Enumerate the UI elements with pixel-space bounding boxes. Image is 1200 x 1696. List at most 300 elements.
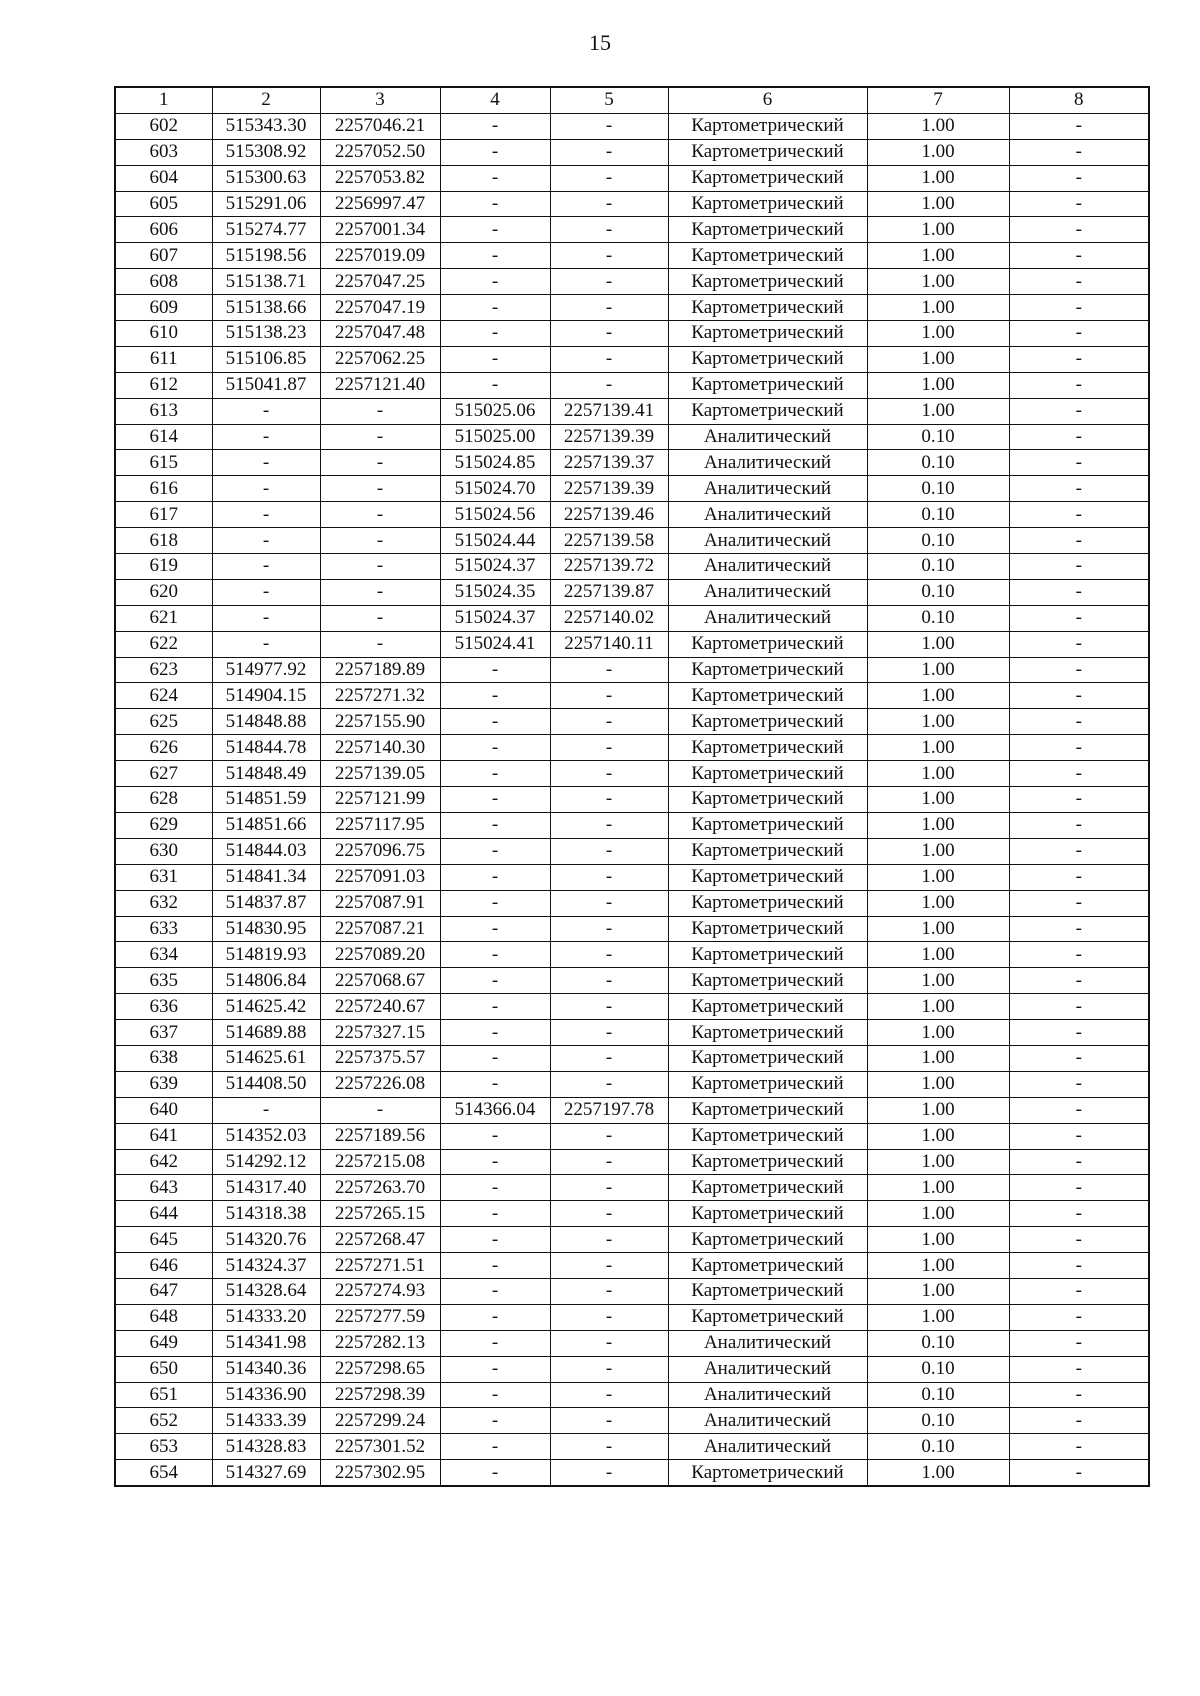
table-cell: - [1009, 1123, 1149, 1149]
table-cell: 1.00 [867, 113, 1009, 139]
table-cell: Картометрический [668, 916, 867, 942]
table-cell: 514977.92 [212, 657, 320, 683]
table-cell: 514336.90 [212, 1382, 320, 1408]
table-cell: 615 [115, 450, 212, 476]
table-cell: 514340.36 [212, 1356, 320, 1382]
table-row [115, 1020, 1149, 1046]
table-cell: - [1009, 165, 1149, 191]
table-cell: - [440, 1149, 550, 1175]
table-cell: - [1009, 1330, 1149, 1356]
table-cell: - [320, 450, 440, 476]
table-cell: - [440, 321, 550, 347]
table-cell: 602 [115, 113, 212, 139]
table-cell: Картометрический [668, 243, 867, 269]
table-cell: 1.00 [867, 1175, 1009, 1201]
table-cell: - [440, 994, 550, 1020]
table-row [115, 191, 1149, 217]
table-cell: - [550, 1356, 668, 1382]
table-cell: - [440, 191, 550, 217]
table-cell: - [440, 1382, 550, 1408]
table-cell: 652 [115, 1408, 212, 1434]
table-cell: 2257062.25 [320, 346, 440, 372]
table-cell: 515300.63 [212, 165, 320, 191]
table-cell: 2257096.75 [320, 838, 440, 864]
table-cell: 1.00 [867, 812, 1009, 838]
table-cell: - [1009, 1278, 1149, 1304]
table-row [115, 1253, 1149, 1279]
header-cell: 3 [320, 87, 440, 113]
table-cell: - [1009, 1227, 1149, 1253]
table-cell: 1.00 [867, 217, 1009, 243]
table-row [115, 1278, 1149, 1304]
table-cell: Картометрический [668, 709, 867, 735]
table-cell: 0.10 [867, 554, 1009, 580]
coordinates-table [114, 86, 1150, 1487]
table-cell: 2257268.47 [320, 1227, 440, 1253]
table-cell: 515024.35 [440, 579, 550, 605]
header-cell: 8 [1009, 87, 1149, 113]
table-cell: 1.00 [867, 864, 1009, 890]
table-cell: - [440, 787, 550, 813]
table-cell: - [550, 1304, 668, 1330]
table-cell: 643 [115, 1175, 212, 1201]
table-cell: 613 [115, 398, 212, 424]
table-cell: Картометрический [668, 812, 867, 838]
table-cell: 2257047.48 [320, 321, 440, 347]
table-cell: - [550, 321, 668, 347]
table-cell: - [550, 735, 668, 761]
table-row [115, 165, 1149, 191]
table-cell: 514324.37 [212, 1253, 320, 1279]
table-cell: 515024.85 [440, 450, 550, 476]
table-cell: - [1009, 113, 1149, 139]
table-cell: 628 [115, 787, 212, 813]
table-cell: 2257215.08 [320, 1149, 440, 1175]
table-row [115, 1356, 1149, 1382]
table-cell: - [550, 1408, 668, 1434]
table-cell: - [550, 1020, 668, 1046]
table-cell: 2257052.50 [320, 139, 440, 165]
table-cell: - [212, 476, 320, 502]
table-cell: 653 [115, 1434, 212, 1460]
table-cell: 2257121.40 [320, 372, 440, 398]
table-cell: - [550, 372, 668, 398]
table-cell: 1.00 [867, 787, 1009, 813]
table-cell: - [1009, 1020, 1149, 1046]
table-row [115, 657, 1149, 683]
table-cell: 515041.87 [212, 372, 320, 398]
table-cell: 514844.03 [212, 838, 320, 864]
table-cell: Аналитический [668, 1330, 867, 1356]
table-cell: 1.00 [867, 1278, 1009, 1304]
table-cell: 2257089.20 [320, 942, 440, 968]
table-cell: - [320, 502, 440, 528]
table-cell: 2257271.51 [320, 1253, 440, 1279]
table-cell: 515138.66 [212, 295, 320, 321]
table-cell: 1.00 [867, 631, 1009, 657]
table-cell: - [550, 968, 668, 994]
table-row [115, 605, 1149, 631]
table-cell: 2257139.37 [550, 450, 668, 476]
table-cell: 610 [115, 321, 212, 347]
table-row [115, 346, 1149, 372]
table-cell: 514819.93 [212, 942, 320, 968]
table-cell: Картометрический [668, 735, 867, 761]
table-cell: 632 [115, 890, 212, 916]
table-cell: 515308.92 [212, 139, 320, 165]
table-row [115, 683, 1149, 709]
header-row [115, 87, 1149, 113]
table-cell: 612 [115, 372, 212, 398]
table-cell: 1.00 [867, 1304, 1009, 1330]
table-cell: - [440, 916, 550, 942]
table-cell: - [1009, 554, 1149, 580]
header-cell: 4 [440, 87, 550, 113]
table-cell: 1.00 [867, 295, 1009, 321]
table-cell: 2257087.21 [320, 916, 440, 942]
table-cell: 1.00 [867, 1253, 1009, 1279]
table-cell: 514352.03 [212, 1123, 320, 1149]
table-cell: - [212, 450, 320, 476]
table-cell: 1.00 [867, 1071, 1009, 1097]
table-cell: 2257277.59 [320, 1304, 440, 1330]
table-cell: Картометрический [668, 1149, 867, 1175]
table-cell: - [1009, 424, 1149, 450]
table-cell: 2257139.72 [550, 554, 668, 580]
table-cell: - [1009, 346, 1149, 372]
table-cell: - [212, 502, 320, 528]
table-cell: - [320, 554, 440, 580]
table-cell: 1.00 [867, 1149, 1009, 1175]
table-cell: 514806.84 [212, 968, 320, 994]
table-cell: 0.10 [867, 1356, 1009, 1382]
table-cell: Картометрический [668, 942, 867, 968]
table-cell: Картометрический [668, 1304, 867, 1330]
table-cell: 514318.38 [212, 1201, 320, 1227]
table-cell: - [1009, 1304, 1149, 1330]
table-row [115, 1071, 1149, 1097]
table-cell: - [550, 812, 668, 838]
table-cell: - [1009, 683, 1149, 709]
table-cell: 0.10 [867, 502, 1009, 528]
table-cell: - [1009, 838, 1149, 864]
table-row [115, 1045, 1149, 1071]
table-cell: - [1009, 295, 1149, 321]
table-cell: 2257302.95 [320, 1460, 440, 1486]
table-cell: - [1009, 631, 1149, 657]
table-cell: - [440, 1330, 550, 1356]
table-row [115, 217, 1149, 243]
table-cell: - [1009, 812, 1149, 838]
table-cell: 637 [115, 1020, 212, 1046]
table-cell: 2257139.41 [550, 398, 668, 424]
table-cell: 622 [115, 631, 212, 657]
table-cell: Аналитический [668, 554, 867, 580]
table-cell: - [440, 1020, 550, 1046]
table-cell: - [550, 1382, 668, 1408]
table-row [115, 1097, 1149, 1123]
table-cell: - [550, 1434, 668, 1460]
table-cell: - [440, 1434, 550, 1460]
table-cell: - [1009, 1097, 1149, 1123]
table-cell: - [1009, 191, 1149, 217]
table-cell: 514837.87 [212, 890, 320, 916]
table-cell: 2257263.70 [320, 1175, 440, 1201]
table-cell: 2257189.89 [320, 657, 440, 683]
table-cell: 0.10 [867, 1330, 1009, 1356]
table-cell: 638 [115, 1045, 212, 1071]
table-cell: - [1009, 1460, 1149, 1486]
table-cell: - [550, 994, 668, 1020]
table-cell: - [1009, 916, 1149, 942]
table-cell: 2257155.90 [320, 709, 440, 735]
table-cell: 515198.56 [212, 243, 320, 269]
table-cell: 2257240.67 [320, 994, 440, 1020]
table-cell: - [1009, 761, 1149, 787]
table-cell: 515024.56 [440, 502, 550, 528]
table-cell: - [550, 838, 668, 864]
table-cell: 514844.78 [212, 735, 320, 761]
table-cell: 1.00 [867, 269, 1009, 295]
table-cell: - [1009, 1434, 1149, 1460]
table-cell: 1.00 [867, 372, 1009, 398]
table-cell: Картометрический [668, 890, 867, 916]
table-cell: 614 [115, 424, 212, 450]
table-cell: 635 [115, 968, 212, 994]
table-cell: Картометрический [668, 191, 867, 217]
table-cell: 2257121.99 [320, 787, 440, 813]
table-row [115, 1330, 1149, 1356]
table-cell: - [212, 528, 320, 554]
table-cell: - [440, 1356, 550, 1382]
table-cell: - [1009, 605, 1149, 631]
table-cell: 0.10 [867, 450, 1009, 476]
table-row [115, 709, 1149, 735]
table-cell: 0.10 [867, 528, 1009, 554]
table-cell: 627 [115, 761, 212, 787]
table-cell: 2257271.32 [320, 683, 440, 709]
table-cell: - [440, 1227, 550, 1253]
table-cell: 514333.39 [212, 1408, 320, 1434]
table-cell: 2257139.46 [550, 502, 668, 528]
table-cell: 1.00 [867, 1045, 1009, 1071]
table-cell: 654 [115, 1460, 212, 1486]
table-cell: 514328.83 [212, 1434, 320, 1460]
table-cell: 2257226.08 [320, 1071, 440, 1097]
table-cell: 514328.64 [212, 1278, 320, 1304]
table-cell: 1.00 [867, 942, 1009, 968]
table-cell: 2257375.57 [320, 1045, 440, 1071]
table-cell: - [212, 398, 320, 424]
table-cell: 1.00 [867, 994, 1009, 1020]
table-cell: - [212, 605, 320, 631]
table-cell: Аналитический [668, 1408, 867, 1434]
table-cell: - [550, 113, 668, 139]
table-cell: 2257139.87 [550, 579, 668, 605]
table-cell: 625 [115, 709, 212, 735]
table-cell: Аналитический [668, 1434, 867, 1460]
table-cell: - [1009, 217, 1149, 243]
table-row [115, 838, 1149, 864]
table-cell: Аналитический [668, 605, 867, 631]
table-row [115, 631, 1149, 657]
table-cell: - [1009, 890, 1149, 916]
table-row [115, 735, 1149, 761]
table-cell: - [1009, 864, 1149, 890]
table-cell: 1.00 [867, 683, 1009, 709]
table-cell: Картометрический [668, 787, 867, 813]
table-cell: 2257068.67 [320, 968, 440, 994]
table-cell: - [440, 1123, 550, 1149]
table-cell: 2257087.91 [320, 890, 440, 916]
table-cell: - [550, 1123, 668, 1149]
table-cell: - [440, 295, 550, 321]
table-cell: - [440, 1175, 550, 1201]
table-cell: 2257274.93 [320, 1278, 440, 1304]
table-cell: 515024.70 [440, 476, 550, 502]
table-cell: 647 [115, 1278, 212, 1304]
table-cell: 624 [115, 683, 212, 709]
table-cell: 514341.98 [212, 1330, 320, 1356]
table-cell: - [440, 217, 550, 243]
table-cell: - [550, 1201, 668, 1227]
table-cell: 1.00 [867, 838, 1009, 864]
table-cell: 1.00 [867, 890, 1009, 916]
table-cell: 2257091.03 [320, 864, 440, 890]
table-cell: - [440, 968, 550, 994]
table-cell: 640 [115, 1097, 212, 1123]
table-cell: - [1009, 1356, 1149, 1382]
table-cell: - [1009, 398, 1149, 424]
table-cell: - [1009, 1201, 1149, 1227]
table-cell: - [1009, 1045, 1149, 1071]
table-cell: - [550, 1175, 668, 1201]
table-cell: 2257327.15 [320, 1020, 440, 1046]
table-cell: Картометрический [668, 1460, 867, 1486]
table-cell: 616 [115, 476, 212, 502]
header-cell: 1 [115, 87, 212, 113]
table-row [115, 1123, 1149, 1149]
table-cell: 1.00 [867, 735, 1009, 761]
table-row [115, 1304, 1149, 1330]
table-cell: - [550, 942, 668, 968]
table-cell: 609 [115, 295, 212, 321]
table-cell: 2257197.78 [550, 1097, 668, 1123]
table-header [115, 87, 1149, 113]
table-cell: 514327.69 [212, 1460, 320, 1486]
table-cell: - [440, 113, 550, 139]
table-cell: 2256997.47 [320, 191, 440, 217]
table-cell: 617 [115, 502, 212, 528]
table-cell: - [550, 1460, 668, 1486]
table-cell: - [440, 139, 550, 165]
table-cell: - [440, 761, 550, 787]
table-cell: 515138.71 [212, 269, 320, 295]
table-row [115, 1460, 1149, 1486]
table-cell: 626 [115, 735, 212, 761]
table-cell: 641 [115, 1123, 212, 1149]
table-row [115, 113, 1149, 139]
table-cell: 631 [115, 864, 212, 890]
table-cell: - [1009, 787, 1149, 813]
table-row [115, 890, 1149, 916]
table-cell: - [550, 165, 668, 191]
table-cell: Картометрический [668, 398, 867, 424]
table-cell: - [550, 243, 668, 269]
table-cell: 515138.23 [212, 321, 320, 347]
table-cell: 2257140.11 [550, 631, 668, 657]
table-cell: Картометрический [668, 1123, 867, 1149]
table-cell: - [440, 1278, 550, 1304]
table-cell: Картометрический [668, 321, 867, 347]
table-cell: Картометрический [668, 683, 867, 709]
table-cell: 0.10 [867, 424, 1009, 450]
table-cell: Картометрический [668, 1020, 867, 1046]
table-cell: 2257001.34 [320, 217, 440, 243]
table-cell: 2257140.30 [320, 735, 440, 761]
table-row [115, 1201, 1149, 1227]
table-cell: 651 [115, 1382, 212, 1408]
page-number: 15 [589, 30, 611, 55]
table-cell: 1.00 [867, 709, 1009, 735]
table-cell: Картометрический [668, 968, 867, 994]
table-cell: 2257189.56 [320, 1123, 440, 1149]
table-cell: - [320, 398, 440, 424]
table-cell: - [550, 657, 668, 683]
table-cell: 514830.95 [212, 916, 320, 942]
table-cell: 2257301.52 [320, 1434, 440, 1460]
table-cell: - [550, 1045, 668, 1071]
table-cell: 515024.37 [440, 554, 550, 580]
table-cell: - [1009, 269, 1149, 295]
table-cell: - [440, 942, 550, 968]
table-cell: 514320.76 [212, 1227, 320, 1253]
table-cell: 1.00 [867, 321, 1009, 347]
table-cell: - [1009, 450, 1149, 476]
table-cell: 633 [115, 916, 212, 942]
table-row [115, 1408, 1149, 1434]
table-cell: 2257139.05 [320, 761, 440, 787]
table-cell: 606 [115, 217, 212, 243]
table-cell: - [1009, 1149, 1149, 1175]
table-cell: 645 [115, 1227, 212, 1253]
table-cell: 514408.50 [212, 1071, 320, 1097]
table-cell: 2257019.09 [320, 243, 440, 269]
table-cell: 515274.77 [212, 217, 320, 243]
table-cell: - [212, 579, 320, 605]
table-cell: 2257047.19 [320, 295, 440, 321]
table-cell: - [550, 1149, 668, 1175]
table-row [115, 1227, 1149, 1253]
table-cell: - [550, 916, 668, 942]
table-cell: Картометрический [668, 1278, 867, 1304]
table-cell: 514292.12 [212, 1149, 320, 1175]
table-cell: - [212, 631, 320, 657]
table-cell: - [320, 1097, 440, 1123]
table-cell: - [440, 372, 550, 398]
table-cell: 1.00 [867, 346, 1009, 372]
table-cell: 514848.49 [212, 761, 320, 787]
table-row [115, 1382, 1149, 1408]
table-cell: 1.00 [867, 1123, 1009, 1149]
table-cell: 604 [115, 165, 212, 191]
table-cell: 515025.00 [440, 424, 550, 450]
table-cell: 1.00 [867, 398, 1009, 424]
table-cell: 2257139.39 [550, 476, 668, 502]
table-cell: Картометрический [668, 113, 867, 139]
table-cell: Картометрический [668, 139, 867, 165]
table-cell: - [212, 424, 320, 450]
